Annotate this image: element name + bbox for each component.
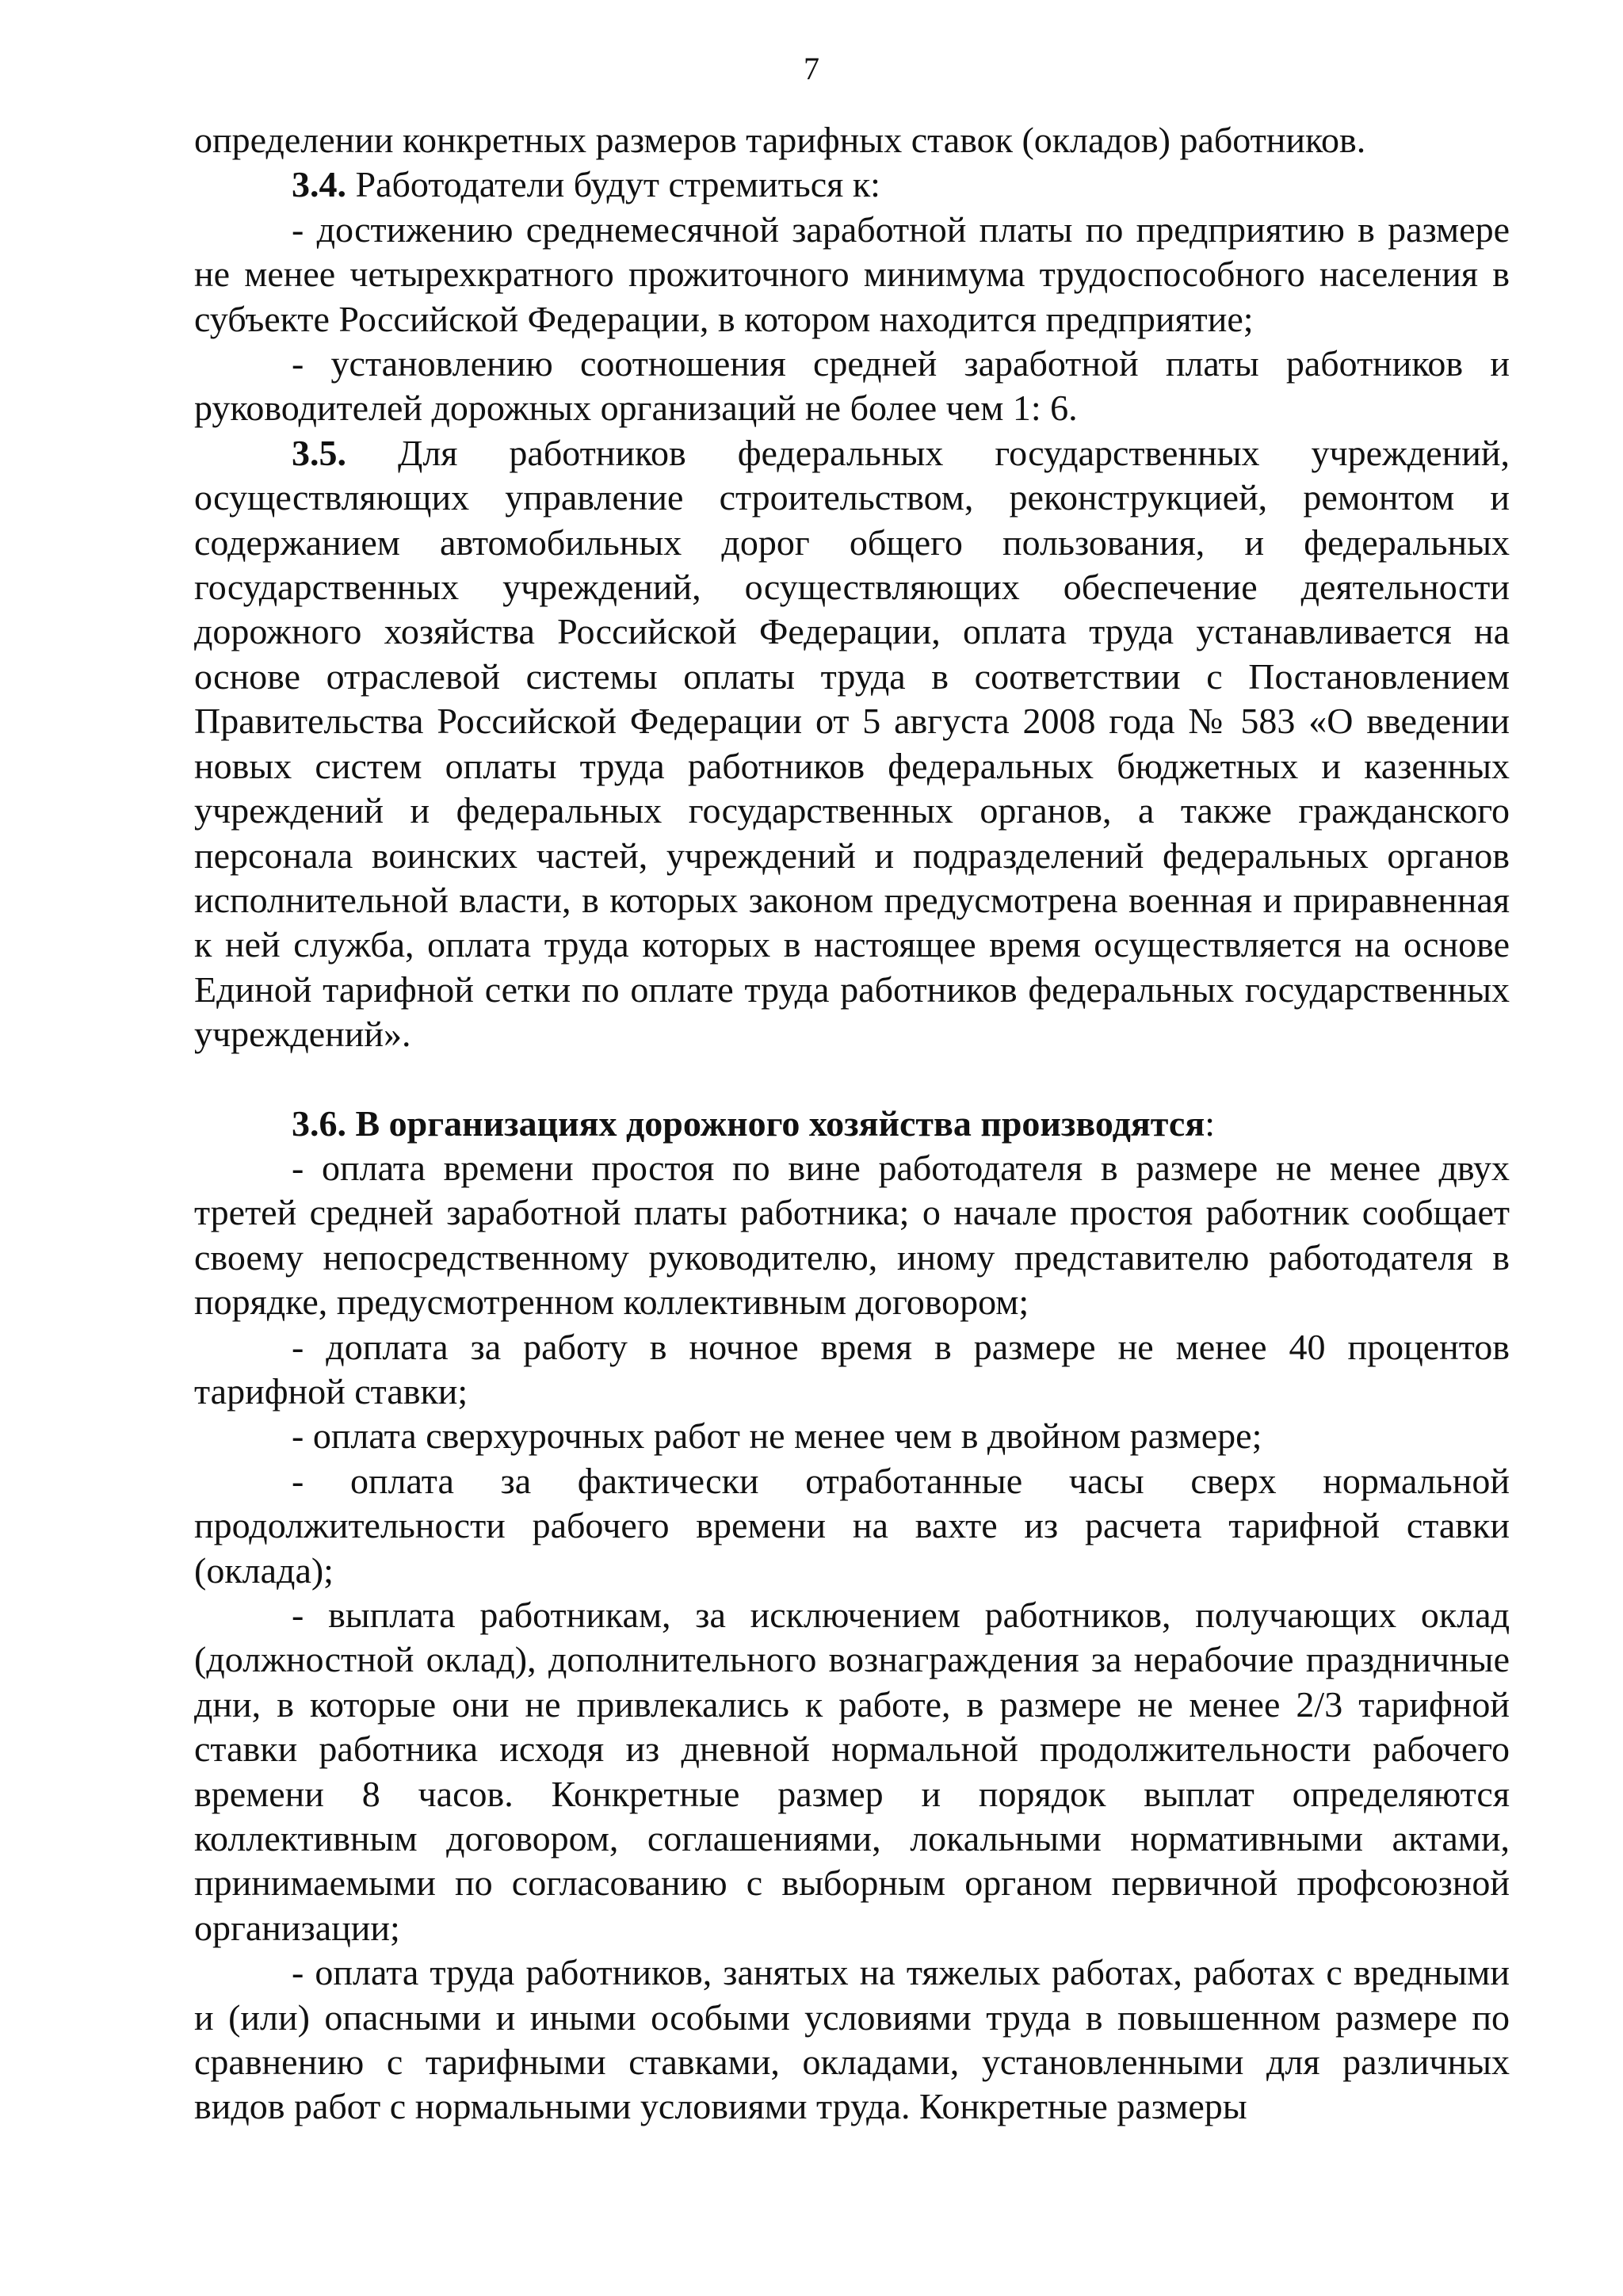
list-item-idle-time: - оплата времени простоя по вине работодателя в размере не менее двух третей средней заработной платы работника; о начале простоя работник сообщает своему непосредственному руководителю, иному представителю работодателя в порядке, предусмотренном коллективным договором; — [194, 1147, 1510, 1323]
list-item-shift-hours: - оплата за фактически отработанные часы сверх нормальной продолжительности рабочего времени на вахте из расчета тарифной ставки (оклада); — [194, 1460, 1510, 1591]
clause-heading-colon: : — [1205, 1102, 1216, 1144]
list-item-salary-ratio: - установлению соотношения средней заработной платы работников и руководителей дорожных организаций не более чем 1: 6. — [194, 343, 1510, 429]
clause-3-4 — [194, 162, 1510, 207]
paragraph-continuation: определении конкретных размеров тарифных ставок (окладов) работников. — [194, 120, 1366, 160]
list-item-salary-target: - достижению среднемесячной заработной платы по предприятию в размере не менее четырехкратного прожиточного минимума трудоспособного населения в субъекте Российской Федерации, в котором находится предприятие; — [194, 208, 1510, 339]
clause-text: Для работников федеральных государственных учреждений, осуществляющих управление строительством, реконструкцией, ремонтом и содержанием автомобильных дорог общего пользования, и федеральных государственных учреждений, осуществляющих обеспечение деятельности дорожного хозяйства Российской Федерации, оплата труда устанавливается на основе отраслевой системы оплаты труда в соответствии с Постановлением Правительства Российской Федерации от 5 августа 2008 года № 583 «О введении новых систем оплаты труда работников федеральных бюджетных и казенных учреждений и федеральных государственных органов, а также гражданского персонала воинских частей, учреждений и подразделений федеральных органов исполнительной власти, в которых законом предусмотрена военная и приравненная к ней служба, оплата труда которых в настоящее время осуществляется на основе Единой тарифной сетки по оплате труда работников федеральных государственных учреждений». — [194, 432, 1510, 1055]
clause-number: 3.5. — [292, 432, 346, 473]
list-item-holiday-pay: - выплата работникам, за исключением работников, получающих оклад (должностной оклад), дополнительного вознаграждения за нерабочие праздничные дни, в которые они не привлекались к работе, в размере не менее 2/3 тарифной ставки работника исходя из дневной нормальной продолжительности рабочего времени 8 часов. Конкретные размер и порядок выплат определяются коллективным договором, соглашениями, локальными нормативными актами, принимаемыми по согласованию с выборным органом первичной профсоюзной организации; — [194, 1595, 1510, 1948]
list-item-night-work: - доплата за работу в ночное время в размере не менее 40 процентов тарифной ставки; — [194, 1326, 1510, 1412]
list-item-overtime: - оплата сверхурочных работ не менее чем в двойном размере; — [292, 1415, 1262, 1457]
document-body — [194, 118, 1510, 2130]
clause-3-6-heading — [194, 1102, 1510, 1146]
clause-heading: 3.6. В организациях дорожного хозяйства производятся — [292, 1102, 1205, 1144]
page-number: 7 — [804, 51, 819, 86]
clause-3-5 — [194, 431, 1510, 1057]
clause-number: 3.4. — [292, 164, 346, 205]
paragraph-spacer — [194, 1057, 1510, 1102]
clause-text: Работодатели будут стремиться к: — [346, 164, 880, 205]
list-item-hazard-pay: - оплата труда работников, занятых на тяжелых работах, работах с вредными и (или) опасными и иными особыми условиями труда в повышенном размере по сравнению с тарифными ставками, окладами, установленными для различных видов работ с нормальными условиями труда. Конкретные размеры — [194, 1952, 1510, 2127]
